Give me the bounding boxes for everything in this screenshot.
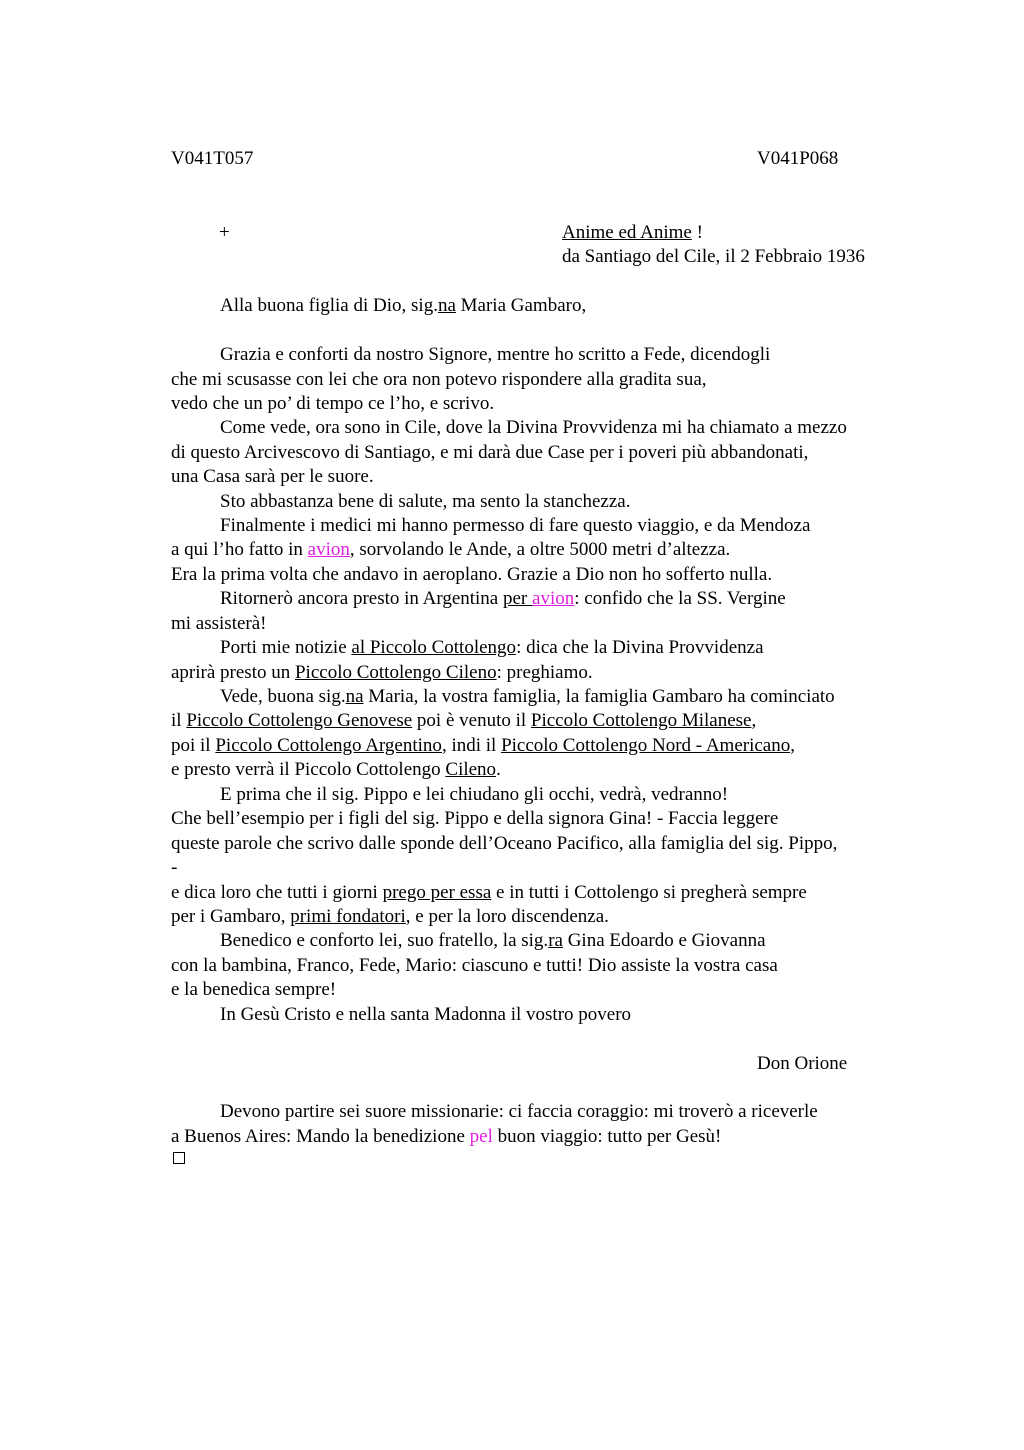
text-span: e presto verrà il Piccolo Cottolengo [171, 759, 446, 780]
header-left-code: V041T057 [171, 148, 254, 169]
text-span: buon viaggio: tutto per Gesù! [492, 1126, 722, 1147]
body-line: Che bell’esempio per i figli del sig. Pippo e della signora Gina! - Faccia leggere [171, 808, 779, 829]
body-line: con la bambina, Franco, Fede, Mario: ciascuno e tutti! Dio assiste la vostra casa [171, 955, 778, 976]
text-span: , e per la loro discendenza. [405, 906, 609, 927]
motto-after: ! [691, 222, 703, 243]
underlined-text: Piccolo Cottolengo Milanese [530, 710, 752, 731]
text-span: Porti mie notizie [220, 637, 352, 658]
body-line [220, 929, 766, 953]
end-box-icon [173, 1152, 185, 1164]
highlighted-word: avion [307, 539, 350, 560]
body-line [171, 758, 501, 782]
salutation-b: na [437, 295, 456, 316]
underlined-text: ra [548, 930, 563, 951]
text-span: e dica loro che tutti i giorni [171, 882, 383, 903]
body-line: e la benedica sempre! [171, 979, 337, 1000]
date-line: da Santiago del Cile, il 2 Febbraio 1936 [562, 246, 865, 267]
body-line: mi assisterà! [171, 613, 267, 634]
text-span: Vede, buona sig. [220, 686, 346, 707]
postscript-line [171, 1125, 721, 1149]
text-span: Maria, la vostra famiglia, la famiglia Gambaro ha cominciato [363, 686, 835, 707]
text-span: Gina Edoardo e Giovanna [562, 930, 766, 951]
body-line: In Gesù Cristo e nella santa Madonna il vostro povero [220, 1004, 632, 1025]
body-line: una Casa sarà per le suore. [171, 466, 374, 487]
body-line: Sto abbastanza bene di salute, ma sento la stanchezza. [220, 491, 631, 512]
underlined-text: na [345, 686, 364, 707]
underlined-text: Piccolo Cottolengo Cileno [294, 662, 497, 683]
text-span: Benedico e conforto lei, suo fratello, la sig. [220, 930, 549, 951]
underlined-text: primi fondatori [290, 906, 406, 927]
text-span: : preghiamo. [496, 662, 593, 683]
body-line [171, 538, 730, 562]
body-line: queste parole che scrivo dalle sponde dell’Oceano Pacifico, alla famiglia del sig. Pippo, [171, 833, 838, 854]
text-span: , indi il [441, 735, 502, 756]
text-span: . [496, 759, 501, 780]
body-line [220, 587, 786, 611]
text-span: aprirà presto un [171, 662, 295, 683]
text-span: , sorvolando le Ande, a oltre 5000 metri d’altezza. [349, 539, 731, 560]
body-line [171, 661, 593, 685]
underlined-text: Cileno [445, 759, 497, 780]
body-line [171, 905, 609, 929]
text-span: , [751, 710, 757, 731]
body-line [220, 685, 835, 709]
text-span: : dica che la Divina Provvidenza [516, 637, 764, 658]
text-span: per i Gambaro, [171, 906, 291, 927]
postscript-line: Devono partire sei suore missionarie: ci faccia coraggio: mi troverò a riceverle [220, 1101, 818, 1122]
motto [562, 221, 703, 245]
text-span: poi è venuto il [412, 710, 531, 731]
body-line [171, 709, 756, 733]
salutation [220, 294, 586, 318]
body-line: che mi scusasse con lei che ora non potevo rispondere alla gradita sua, [171, 369, 707, 390]
header-right-code: V041P068 [757, 148, 839, 169]
motto-text: Anime ed Anime [562, 222, 692, 243]
text-span: poi il [171, 735, 216, 756]
text-span: a Buenos Aires: Mando la benedizione [171, 1126, 470, 1147]
body-line [171, 734, 795, 758]
body-line: E prima che il sig. Pippo e lei chiudano gli occhi, vedrà, vedranno! [220, 784, 729, 805]
text-span: e in tutti i Cottolengo si pregherà sempre [491, 882, 807, 903]
text-span: , [790, 735, 795, 756]
underlined-text: prego per essa [382, 882, 492, 903]
salutation-a: Alla buona figlia di Dio, sig. [220, 295, 438, 316]
body-line: Finalmente i medici mi hanno permesso di fare questo viaggio, e da Mendoza [220, 515, 811, 536]
body-line: - [171, 857, 178, 878]
body-line: Come vede, ora sono in Cile, dove la Divina Provvidenza mi ha chiamato a mezzo [220, 417, 847, 438]
body-line: di questo Arcivescovo di Santiago, e mi darà due Case per i poveri più abbandonati, [171, 442, 809, 463]
body-line: Grazia e conforti da nostro Signore, mentre ho scritto a Fede, dicendogli [220, 344, 771, 365]
body-line [220, 636, 764, 660]
text-span: Ritornerò ancora presto in Argentina [220, 588, 503, 609]
highlighted-word: pel [469, 1126, 493, 1147]
text-span: a qui l’ho fatto in [171, 539, 308, 560]
text-span: : confido che la SS. Vergine [574, 588, 786, 609]
underlined-text: Piccolo Cottolengo Argentino [215, 735, 442, 756]
text-span: il [171, 710, 187, 731]
body-line [171, 881, 807, 905]
signature: Don Orione [757, 1053, 848, 1074]
underlined-text: Piccolo Cottolengo Genovese [186, 710, 413, 731]
underlined-text: per [503, 588, 533, 609]
body-line: Era la prima volta che andavo in aeroplano. Grazie a Dio non ho sofferto nulla. [171, 564, 773, 585]
body-line: vedo che un po’ di tempo ce l’ho, e scrivo. [171, 393, 495, 414]
salutation-c: Maria Gambaro, [455, 295, 587, 316]
underlined-text: al Piccolo Cottolengo [351, 637, 517, 658]
underlined-text: Piccolo Cottolengo Nord - Americano [501, 735, 791, 756]
cross-symbol: + [219, 222, 230, 243]
highlighted-word: avion [532, 588, 575, 609]
